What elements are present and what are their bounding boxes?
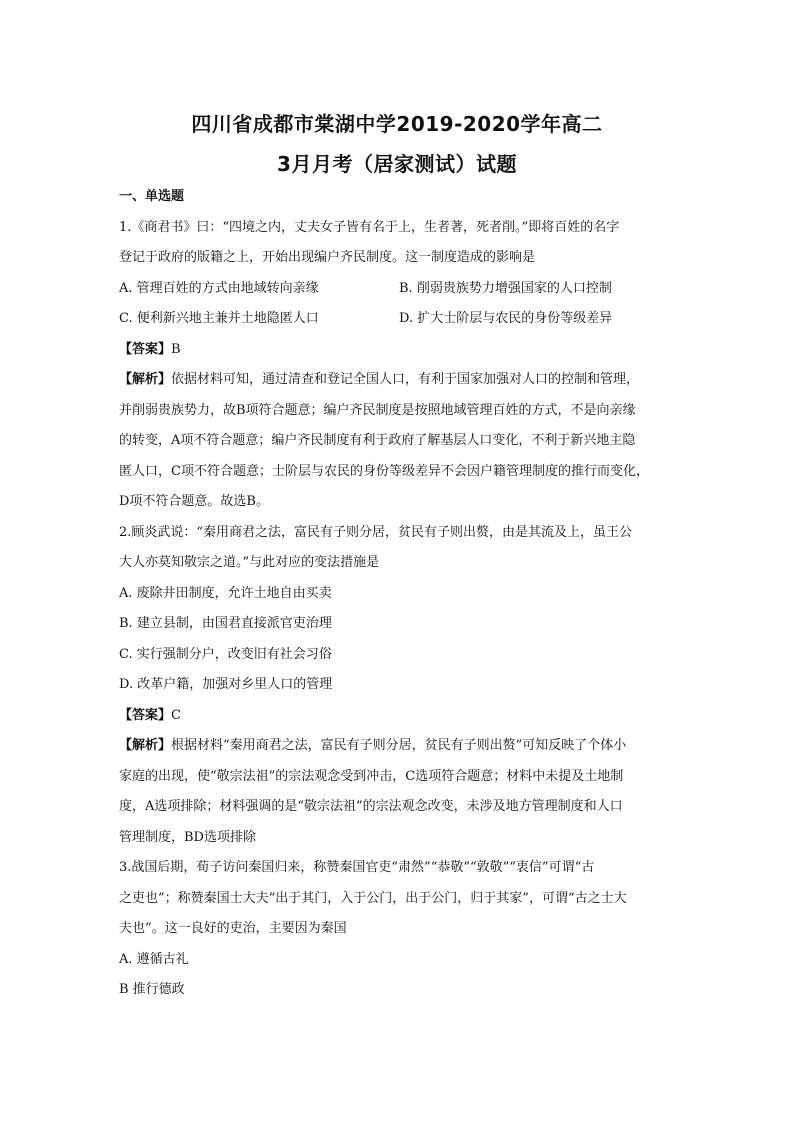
q1-option-d: D. 扩大士阶层与农民的身份等级差异	[399, 311, 613, 326]
q2-option-b: B. 建立县制，由国君直接派官吏治理	[119, 616, 332, 631]
q2-answer	[119, 701, 679, 732]
answer-value: C	[171, 707, 181, 723]
q3-stem-line: 夫也”。这一良好的吏治，主要因为秦国	[119, 921, 347, 936]
answer-value: B	[171, 341, 181, 357]
q1-analysis-line	[119, 365, 679, 396]
q2-analysis-line: 家庭的出现，使“敬宗法祖”的宗法观念受到冲击，C选项符合题意；材料中未提及土地制	[119, 768, 624, 784]
q2-analysis-line: 度，A选项排除；材料强调的是“敬宗法祖”的宗法观念改变，未涉及地方管理制度和人口	[119, 799, 623, 814]
q1-analysis-line: D项不符合题意。故选B。	[119, 494, 269, 509]
q1-option-b: B. 削弱贵族势力增强国家的人口控制	[399, 280, 612, 296]
q2-analysis-line: 管理制度，BD选项排除	[119, 829, 256, 845]
answer-label: 【答案】	[119, 341, 172, 357]
q1-option-c: C. 便利新兴地主兼并土地隐匿人口	[119, 311, 319, 326]
page-title-line-1: 四川省成都市棠湖中学2019-2020学年高二	[191, 112, 603, 136]
q1-stem-line: 登记于政府的版籍之上，开始出现编户齐民制度。这一制度造成的影响是	[119, 250, 536, 265]
document-body	[119, 182, 679, 1006]
q2-option-c: C. 实行强制分户，改变旧有社会习俗	[119, 646, 332, 662]
q1-stem-line: 1.《商君书》曰：“四境之内，丈夫女子皆有名于上，生者著，死者削。”即将百姓的名字	[119, 219, 620, 235]
q3-option-b: B 推行德政	[119, 982, 185, 997]
q1-option-a: A. 管理百姓的方式由地域转向亲缘	[119, 280, 319, 296]
analysis-text: 依据材料可知，通过清查和登记全国人口，有利于国家加强对人口的控制和管理，	[171, 372, 640, 387]
q1-analysis-line: 的转变，A项不符合题意；编户齐民制度有利于政府了解基层人口变化，不利于新兴地主隐	[119, 433, 636, 448]
q3-stem-line: 之吏也”；称赞秦国士大夫“出于其门，入于公门，出于公门，归于其家”，可谓“古之士大	[119, 890, 627, 906]
q1-options-row	[119, 304, 679, 335]
q3-stem-line: 3.战国后期，荀子访问秦国归来，称赞秦国官吏“肃然”“恭敬”“敦敬”“衷信”可谓“古	[119, 860, 595, 875]
q1-analysis-line: 匿人口，C项不符合题意；士阶层与农民的身份等级差异不会因户籍管理制度的推行而变化，	[119, 463, 649, 479]
q2-stem-line: 2.顾炎武说：“秦用商君之法，富民有子则分居，贫民有子则出赘，由是其流及上，虽王公	[119, 524, 633, 540]
q2-stem-line: 大人亦莫知敬宗之道。”与此对应的变法措施是	[119, 555, 380, 570]
page-title-line-2: 3月月考（居家测试）试题	[277, 152, 517, 176]
analysis-label: 【解析】	[119, 372, 172, 387]
q1-analysis-line: 并削弱贵族势力，故B项符合题意；编户齐民制度是按照地域管理百姓的方式，不是向亲缘	[119, 402, 636, 418]
analysis-text: 根据材料“秦用商君之法，富民有子则分居，贫民有子则出赘”可知反映了个体小	[171, 738, 627, 753]
q3-option-a: A. 遵循古礼	[119, 951, 189, 967]
q2-analysis-line	[119, 731, 679, 762]
analysis-label: 【解析】	[119, 738, 172, 753]
answer-label: 【答案】	[119, 707, 172, 723]
q1-answer	[119, 335, 679, 366]
section-heading: 一、单选题	[119, 189, 185, 204]
q1-options-row	[119, 274, 679, 305]
q2-option-d: D. 改革户籍，加强对乡里人口的管理	[119, 677, 333, 692]
q2-option-a: A. 废除井田制度，允许土地自由买卖	[119, 585, 332, 601]
